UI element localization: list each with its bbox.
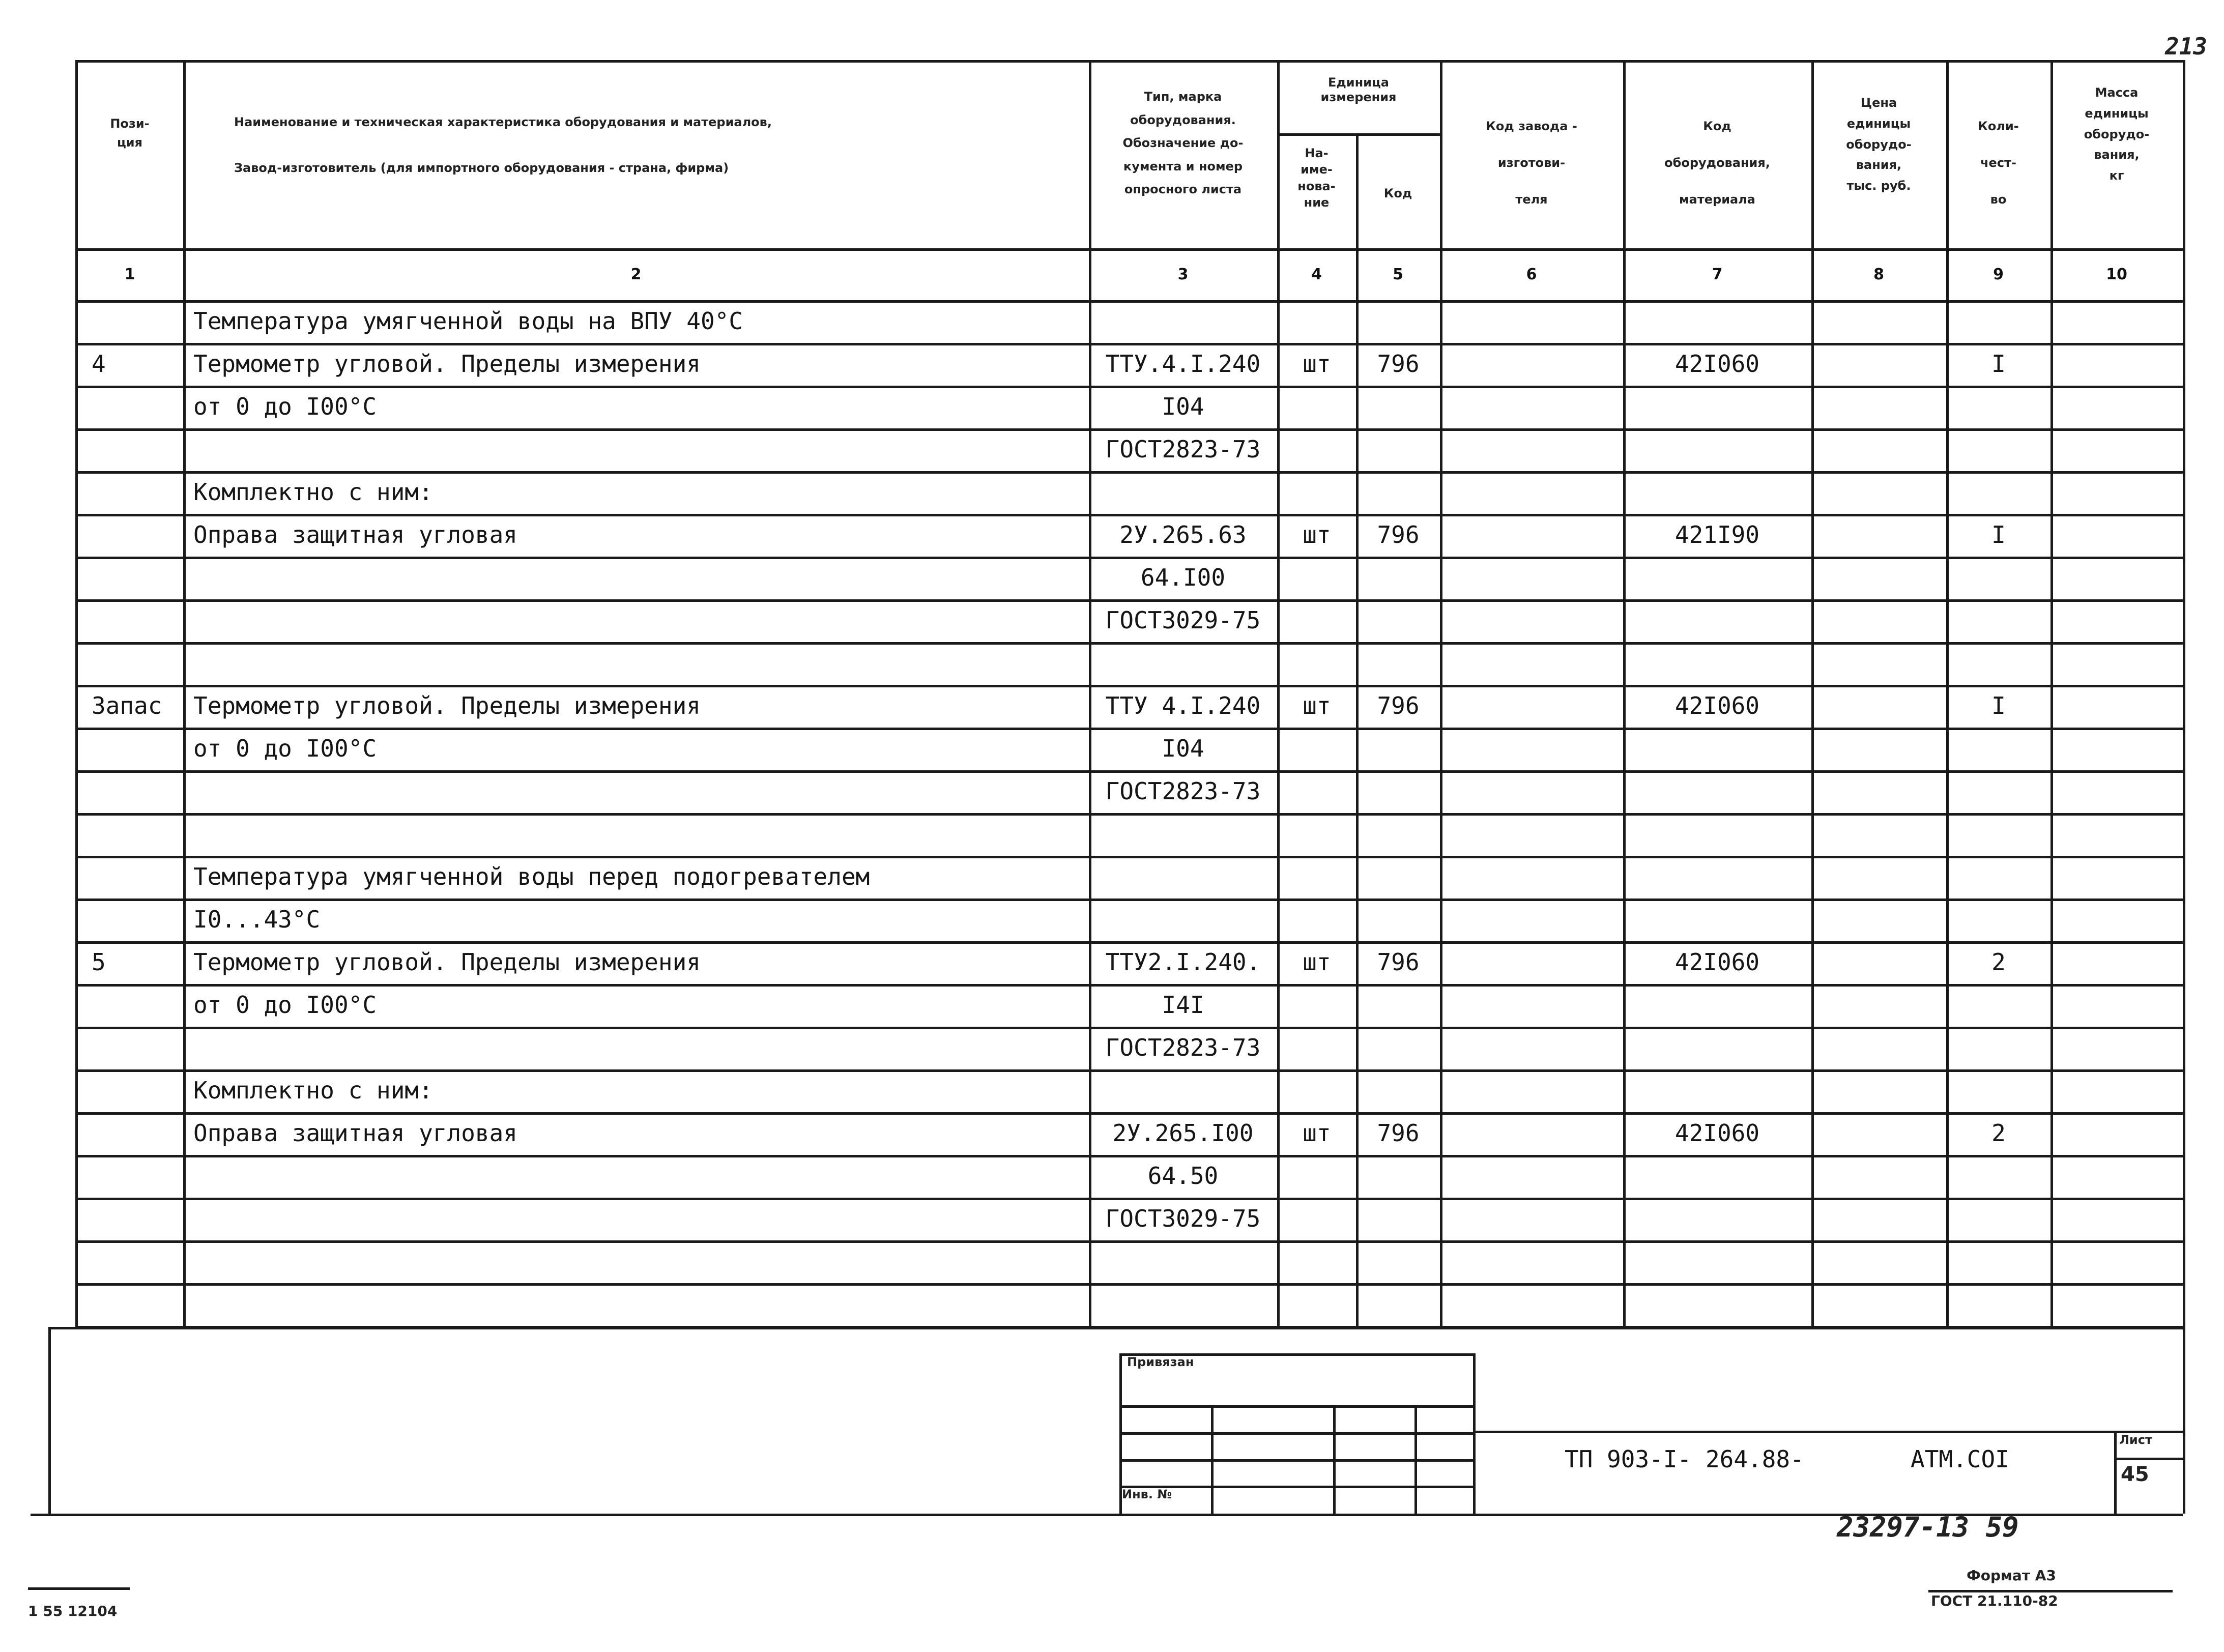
cell-equipment-code: 42I060 bbox=[1674, 692, 1760, 719]
cell-name: Термометр угловой. Пределы измерения bbox=[193, 350, 701, 378]
cell-equipment-code: 42I060 bbox=[1674, 350, 1760, 378]
header-plant-code: Код завода - изготови- теля bbox=[1486, 119, 1577, 207]
cell-equipment-code: 421I90 bbox=[1674, 521, 1760, 548]
cell-quantity: 2 bbox=[1991, 1119, 2006, 1147]
header-name-line2: Завод-изготовитель (для импортного оборудования - страна, фирма) bbox=[234, 161, 729, 175]
col-number-5: 5 bbox=[1393, 266, 1403, 283]
cell-name: Термометр угловой. Пределы измерения bbox=[193, 948, 701, 976]
cell-unit: шт bbox=[1303, 521, 1331, 548]
row-rule bbox=[75, 386, 2183, 388]
row-rule bbox=[75, 599, 2183, 602]
header-position: Пози- ция bbox=[110, 117, 150, 150]
header-mass: Масса единицы оборудо- вания, кг bbox=[2084, 85, 2150, 183]
stamp-rule bbox=[2114, 1458, 2183, 1460]
cell-unit-code: 796 bbox=[1377, 350, 1420, 378]
cell-type: ГОСТ2823-73 bbox=[1105, 436, 1261, 463]
row-rule bbox=[75, 941, 2183, 944]
cell-type: 2У.265.I00 bbox=[1112, 1119, 1254, 1147]
row-rule bbox=[75, 1283, 2183, 1286]
stamp-rule bbox=[1473, 1353, 1476, 1514]
print-code: 1 55 12104 bbox=[28, 1603, 118, 1619]
cell-name: I0...43°С bbox=[193, 906, 321, 933]
stamp-rule bbox=[1119, 1405, 1473, 1408]
col-number-9: 9 bbox=[1993, 266, 2004, 283]
col-number-4: 4 bbox=[1311, 266, 1322, 283]
stamp-privyazan: Привязан bbox=[1127, 1355, 1194, 1369]
column-rule bbox=[1356, 133, 1359, 1327]
gost-label: ГОСТ 21.110-82 bbox=[1931, 1592, 2058, 1609]
stamp-rule bbox=[1333, 1405, 1336, 1514]
header-unit-group: Единица измерения bbox=[1320, 75, 1397, 104]
column-rule bbox=[1811, 60, 1814, 1327]
column-rule bbox=[75, 60, 78, 1327]
cell-type: ТТУ2.I.240. bbox=[1105, 948, 1261, 976]
column-numbers-rule bbox=[75, 300, 2183, 303]
cell-position: Запас bbox=[92, 692, 162, 719]
cell-type: 64.50 bbox=[1147, 1162, 1219, 1190]
header-unit-name: На- име- нова- ние bbox=[1297, 146, 1336, 210]
row-rule bbox=[75, 514, 2183, 516]
row-rule bbox=[75, 557, 2183, 559]
cell-type: ГОСТ3029-75 bbox=[1105, 606, 1261, 634]
cell-equipment-code: 42I060 bbox=[1674, 1119, 1760, 1147]
table-bottom-rule bbox=[48, 1327, 2183, 1329]
cell-unit: шт bbox=[1303, 692, 1331, 719]
row-rule bbox=[75, 770, 2183, 773]
cell-type: ТТУ 4.I.240 bbox=[1105, 692, 1261, 719]
header-quantity: Коли- чест- во bbox=[1978, 119, 2019, 207]
stamp-rule bbox=[1211, 1405, 1214, 1514]
cell-name: от 0 до I00°С bbox=[193, 991, 377, 1019]
cell-name: от 0 до I00°С bbox=[193, 393, 377, 420]
row-rule bbox=[75, 899, 2183, 901]
row-rule bbox=[75, 428, 2183, 431]
print-code-rule bbox=[28, 1587, 130, 1590]
frame-bottom bbox=[31, 1514, 2183, 1516]
column-rule bbox=[1623, 60, 1626, 1327]
row-rule bbox=[75, 1027, 2183, 1029]
cell-type: 64.I00 bbox=[1140, 564, 1226, 591]
cell-name: Температура умягченной воды на ВПУ 40°С bbox=[193, 307, 743, 335]
col-number-8: 8 bbox=[1873, 266, 1884, 283]
cell-unit-code: 796 bbox=[1377, 692, 1420, 719]
cell-quantity: I bbox=[1991, 350, 2006, 378]
cell-name: Комплектно с ним: bbox=[193, 478, 433, 506]
stamp-rule bbox=[1119, 1353, 1473, 1356]
cell-type: I04 bbox=[1162, 735, 1204, 762]
stamp-sheet-number: 45 bbox=[2121, 1463, 2149, 1486]
cell-name: Термометр угловой. Пределы измерения bbox=[193, 692, 701, 719]
row-rule bbox=[75, 1155, 2183, 1157]
col-number-10: 10 bbox=[2106, 266, 2127, 283]
column-rule bbox=[1440, 60, 1442, 1327]
cell-unit-code: 796 bbox=[1377, 1119, 1420, 1147]
cell-name: Комплектно с ним: bbox=[193, 1077, 433, 1104]
column-rule bbox=[183, 60, 186, 1327]
stamp-rule bbox=[1473, 1431, 2183, 1433]
row-rule bbox=[75, 1240, 2183, 1243]
column-rule bbox=[2183, 60, 2185, 1327]
cell-type: ГОСТ3029-75 bbox=[1105, 1205, 1261, 1232]
stamp-inv-number: Инв. № bbox=[1122, 1487, 1172, 1501]
cell-unit: шт bbox=[1303, 948, 1331, 976]
cell-type: 2У.265.63 bbox=[1119, 521, 1247, 548]
cell-type: I04 bbox=[1162, 393, 1204, 420]
stamp-rule bbox=[1414, 1405, 1417, 1514]
row-rule bbox=[75, 685, 2183, 687]
format-label: Формат А3 bbox=[1967, 1567, 2056, 1584]
col-number-1: 1 bbox=[124, 266, 135, 283]
table-top-border bbox=[75, 60, 2183, 63]
cell-unit-code: 796 bbox=[1377, 521, 1420, 548]
cell-equipment-code: 42I060 bbox=[1674, 948, 1760, 976]
cell-unit: шт bbox=[1303, 1119, 1331, 1147]
frame-left bbox=[48, 1327, 51, 1514]
row-rule bbox=[75, 984, 2183, 987]
cell-name: Оправа защитная угловая bbox=[193, 1119, 517, 1147]
cell-position: 4 bbox=[92, 350, 106, 378]
header-name-line1: Наименование и техническая характеристика оборудования и материалов, bbox=[234, 115, 772, 129]
cell-unit-code: 796 bbox=[1377, 948, 1420, 976]
row-rule bbox=[75, 1069, 2183, 1072]
stamp-document-suffix: АТМ.COI bbox=[1911, 1445, 2009, 1473]
stamp-document-code: ТП 903-I- 264.88- bbox=[1565, 1445, 1804, 1473]
stamp-rule bbox=[1119, 1432, 1473, 1435]
col-number-6: 6 bbox=[1526, 266, 1537, 283]
header-bottom-rule bbox=[75, 248, 2183, 251]
row-rule bbox=[75, 343, 2183, 345]
cell-position: 5 bbox=[92, 948, 106, 976]
cell-type: ТТУ.4.I.240 bbox=[1105, 350, 1261, 378]
cell-unit: шт bbox=[1303, 350, 1331, 378]
cell-name: от 0 до I00°С bbox=[193, 735, 377, 762]
col-number-2: 2 bbox=[630, 266, 642, 283]
frame-right bbox=[2183, 1327, 2185, 1514]
header-price: Цена единицы оборудо- вания, тыс. руб. bbox=[1846, 96, 1912, 193]
column-rule bbox=[1089, 60, 1091, 1327]
row-rule bbox=[75, 856, 2183, 858]
column-rule bbox=[1946, 60, 1949, 1327]
cell-quantity: 2 bbox=[1991, 948, 2006, 976]
row-rule bbox=[75, 728, 2183, 730]
header-equipment-code: Код оборудования, материала bbox=[1664, 119, 1770, 207]
unit-group-rule bbox=[1277, 133, 1440, 136]
col-number-3: 3 bbox=[1177, 266, 1189, 283]
header-type: Тип, марка оборудования. Обозначение до- кумента и номер опросного листа bbox=[1122, 90, 1244, 197]
col-number-7: 7 bbox=[1712, 266, 1723, 283]
cell-name: Оправа защитная угловая bbox=[193, 521, 517, 548]
stamp-rule bbox=[2114, 1431, 2117, 1514]
cell-quantity: I bbox=[1991, 692, 2006, 719]
stamp-sheet-label: Лист bbox=[2119, 1433, 2152, 1447]
archive-number: 23297-13 59 bbox=[1837, 1511, 2019, 1543]
row-rule bbox=[75, 471, 2183, 474]
row-rule bbox=[75, 642, 2183, 645]
cell-type: ГОСТ2823-73 bbox=[1105, 777, 1261, 805]
row-rule bbox=[75, 1198, 2183, 1200]
stamp-rule bbox=[1119, 1486, 1473, 1488]
stamp-rule bbox=[1119, 1353, 1122, 1514]
cell-type: I4I bbox=[1162, 991, 1204, 1019]
format-underline bbox=[1928, 1590, 2173, 1592]
page-number: 213 bbox=[2165, 33, 2208, 60]
column-rule bbox=[2050, 60, 2053, 1327]
header-unit-code: Код bbox=[1383, 186, 1412, 200]
column-rule bbox=[1277, 60, 1280, 1327]
cell-name: Температура умягченной воды перед подогревателем bbox=[193, 863, 870, 890]
cell-type: ГОСТ2823-73 bbox=[1105, 1034, 1261, 1061]
stamp-rule bbox=[1119, 1459, 1473, 1462]
row-rule bbox=[75, 813, 2183, 816]
cell-quantity: I bbox=[1991, 521, 2006, 548]
row-rule bbox=[75, 1112, 2183, 1115]
